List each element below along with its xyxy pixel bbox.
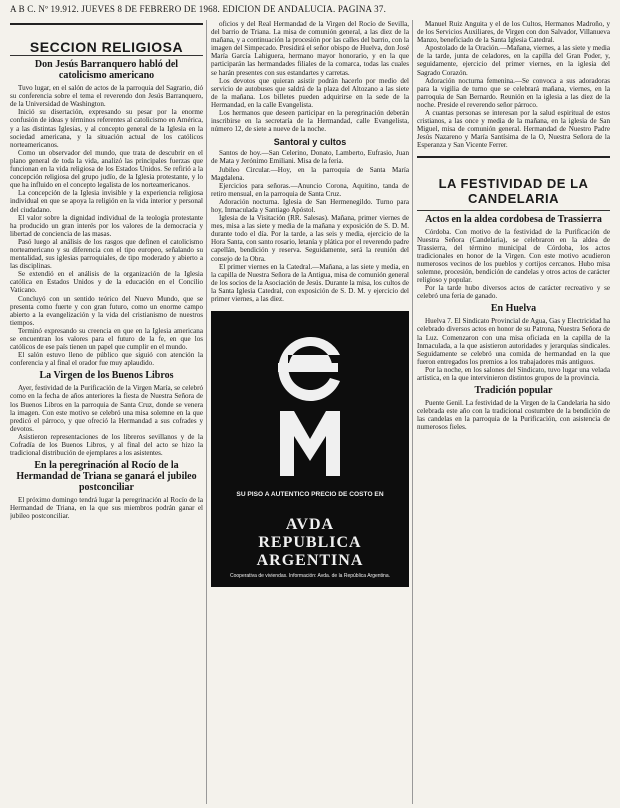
paragraph: Ayer, festividad de la Purificación de la Virgen María, se celebró como en la fecha de años anteriores la fiesta de Nuestra Señora de los Buenos Libros en la parroquia de Santa Cruz, donde se venera la imagen. Con este motivo se celebró una misa solemne en la que predicó el párroco, y que ofreció la Hermandad a sus cofrades y devotos. xyxy=(10,384,203,433)
paragraph: Terminó expresando su creencia en que en la Iglesia americana se encuentran los valores para el futuro de la fe, en que los católicos de ese país tienen un papel que cumplir en el mundo. xyxy=(10,326,203,352)
paragraph: Puente Genil. La festividad de la Virgen de la Candelaria ha sido celebrada este año con la tradicional costumbre de la bendición de las candelas en la parroquia de la Purificación, con asistencia de numerosos fieles. xyxy=(417,399,610,432)
headline: Tradición popular xyxy=(474,385,553,397)
paragraph: Asistieron representaciones de los libreros sevillanos y de la Cofradía de los Buenos Libros, y al final del acto se hizo la tradicional distribución de ejemplares a los asistentes. xyxy=(10,432,203,458)
paragraph: Jubileo Circular.—Hoy, en la parroquia de Santa María Magdalena. xyxy=(211,165,409,182)
section-rule xyxy=(10,23,203,25)
column-2 xyxy=(211,20,409,804)
paragraph: Concluyó con un sentido teórico del Nuevo Mundo, que se presenta como fuerte y con gran futuro, como un enorme campo abierto a la evangelización y la vida del cristianismo de nuestros tiempos. xyxy=(10,294,203,327)
headline: Actos en la aldea cordobesa de Trassierra xyxy=(425,213,602,225)
paragraph: El valor sobre la dignidad individual de la teología protestante ha producido un gran interés por los valores de la democracia y libertad de conciencia de las masas. xyxy=(10,213,203,238)
column-3 xyxy=(417,20,610,804)
paragraph: Pasó luego al análisis de los rasgos que definen el catolicismo norteamericano y su diferencia con el tipo europeo, señalando su mentalidad, sus iglesias parroquiales, de tipo moderado y abierto a las disciplinas. xyxy=(10,237,203,271)
paragraph: La concepción de la Iglesia invisible y la experiencia religiosa individual en que se apoya la religión en la vida interior y personal del ciudadano. xyxy=(10,189,203,214)
paragraph: oficios y del Real Hermandad de la Virgen del Rocío de Sevilla, del barrio de Triana. La misa de comunión general, a las diez de la mañana, y a continuación la procesión por las calles del barrio, con la imagen del Simpecado. Presidirá el señor obispo de Huelva, don José María García Lahiguera, hermano mayor honorario, y en la que participarán las hermandades filiales de la comarca, todas las cuales se harán presentes con sus estandartes y carretas. xyxy=(211,20,409,77)
paragraph: Por la noche, en los salones del Sindicato, tuvo lugar una velada artística, en la que intervinieron distintos grupos de la provincia. xyxy=(417,365,610,382)
ad-address-line: AVDA xyxy=(285,516,335,534)
paragraph: Iglesia de la Visitación (RR. Salesas). Mañana, primer viernes de mes, misa a las siete y media de la mañana y exposición de S. D. M. durante todo el día. Por la tarde, a las seis y media, ejercicio de la Hora Santa, con santo rosario, letanía y plática por el reverendo padre capellán, bendición y reserva. Seguidamente, será la reunión del consejo de la Obra. xyxy=(211,214,409,263)
paragraph: Santos de hoy.—San Celerino, Donato, Lamberto, Eufrasio, Juan de Mata y Jerónimo Emiliani. Misa de la feria. xyxy=(211,149,409,166)
paragraph: Por la tarde hubo diversos actos de carácter recreativo y se celebró una feria de ganado. xyxy=(417,284,610,301)
paragraph: El próximo domingo tendrá lugar la peregrinación al Rocío de la Hermandad de Triana, en la que sus miembros podrán ganar el jubileo postconciliar. xyxy=(10,496,203,521)
paragraph: Ejercicios para señoras.—Anuncio Corona, Aquitino, tanda de retiro mensual, en la parroquia de Santa Cruz. xyxy=(211,181,409,198)
paragraph: Inició su disertación, expresando su pesar por la enorme confusión de ideas y términos referentes al catolicismo en América, y a las distintas Iglesias, y al concepto general de la Iglesia en la sociedad americana, y la situación actual de los católicos norteamericanos. xyxy=(10,108,203,149)
paragraph: Manuel Ruiz Anguita y el de los Cultos, Hermanos Madroño, y de los Servicios Auxiliares, de Virgen con don Salvador, Villanueva Manzo, beneficiado de la Santa Iglesia Catedral. xyxy=(417,20,610,45)
paragraph: Se extendió en el análisis de la organización de la Iglesia católica en Estados Unidos y de la educación en el Concilio Vaticano. xyxy=(10,270,203,295)
ad-address-line: ARGENTINA xyxy=(256,552,364,570)
paragraph: El salón estuvo lleno de público que siguió con atención la conferencia y al final el orador fue muy aplaudido. xyxy=(10,351,203,368)
paragraph: El primer viernes en la Catedral.—Mañana, a las siete y media, en la capilla de Nuestra Señora de la Antigua, misa de comunión general de los socios de la Asociación de Jesús. Durante la misa, los cultos de la Santa Iglesia Catedral, con exposición de S. D. M. y ejercicio del primer viernes, a las diez. xyxy=(211,262,409,303)
paragraph: Huelva 7. El Sindicato Provincial de Agua, Gas y Electricidad ha celebrado diversos actos en honor de su Patrona, Nuestra Señora de la Luz. Comenzaron con una misa oficiada en la capilla de la Inmaculada, a la que asistieron autoridades y jerarquías sindicales. Seguidamente se celebró una comida de hermandad en la que fueron entregados los premios a los trabajadores más antiguos. xyxy=(417,317,610,366)
section-rule xyxy=(417,156,610,158)
section-title: SECCION RELIGIOSA xyxy=(29,39,184,55)
paragraph: Los devotos que quieran asistir podrán hacerlo por medio del servicio de autobuses que saldrá de la plaza del Altozano a las siete de la mañana. Los billetes pueden adquirirse en la sede de la Hermandad, en la calle Evangelista. xyxy=(211,76,409,109)
section-title: LA FESTIVIDAD DE LA CANDELARIA xyxy=(438,175,589,206)
headline: En Huelva xyxy=(490,303,537,315)
column-1 xyxy=(10,20,203,804)
paragraph: Adoración nocturna femenina.—Se convoca a sus adoradoras para la vigilia de turno que se celebrará mañana, viernes, en la parroquia de San Bernardo. Reunión en la iglesia a las diez de la noche. Preside el reverendo señor párroco. xyxy=(417,76,610,109)
paragraph: Tuvo lugar, en el salón de actos de la parroquia del Sagrario, dió su conferencia sobre el tema el reverendo don Jesús Barranquero, de la Universidad de Washington. xyxy=(10,84,203,109)
headline: En la peregrinación al Rocío de la Hermandad de Triana se ganará el jubileo postconciliar xyxy=(16,460,197,494)
ad-address xyxy=(219,516,401,570)
paragraph: Como un observador del mundo, que trata de descubrir en el plano general de toda la vida, analizó las principales fuerzas que funcionan en la vida religiosa de los Estados Unidos. Se refirió a la concepción religiosa del grupo judío, de la Iglesia protestante, y lo que ha influido en el concepto legalista de los norteamericanos. xyxy=(10,148,203,190)
page-masthead: A B C. Nº 19.912. JUEVES 8 DE FEBRERO DE 1968. EDICION DE ANDALUCIA. PAGINA 37. xyxy=(10,4,387,14)
column-divider xyxy=(412,20,413,804)
paragraph: Los hermanos que deseen participar en la peregrinación deberán inscribirse en la secretaría de la Hermandad, calle Evangelista, número 12, de siete a nueve de la noche. xyxy=(211,109,409,134)
column-divider xyxy=(206,20,207,804)
ad-footer: Cooperativa de viviendas. Información: Avda. de la República Argentina. xyxy=(229,573,390,580)
headline: La Virgen de los Buenos Libros xyxy=(39,370,174,382)
advertisement xyxy=(211,311,409,587)
em-logo-icon xyxy=(270,331,350,481)
paragraph: A cuantas personas se interesan por la salud espiritual de estos cristianos, a las once y media de la mañana, en la iglesia de San Miguel, misa de comunión general. Hermandad de Nuestro Padre Jesús Nazareno y María Santísima de la O, Nuestra Señora de la Esperanza y San Vicente Ferrer. xyxy=(417,109,610,150)
subheadline: Santoral y cultos xyxy=(273,137,347,148)
headline: Don Jesús Barranquero habló del catolicismo americano xyxy=(34,59,179,82)
paragraph: Adoración nocturna. Iglesia de San Hermenegildo. Turno para hoy, Inmaculada y Santiago Apóstol. xyxy=(211,197,409,214)
section-rule xyxy=(10,55,203,56)
ad-slogan: SU PISO A AUTENTICO PRECIO DE COSTO EN xyxy=(236,491,384,499)
paragraph: Córdoba. Con motivo de la festividad de la Purificación de Nuestra Señora (Candelaria), se celebraron en la aldea de Trassierra, del término municipal de Córdoba, los actos tradicionales en honor de la Virgen. Con este motivo acudieron numerosos vecinos de los pueblos y cortijos cercanos. Hubo misa solemne, procesión, bendición de candelas y otros actos de carácter religioso y popular. xyxy=(417,227,610,285)
paragraph: Apostolado de la Oración.—Mañana, viernes, a las siete y media de la tarde, junta de celadores, en la capilla del Gran Poder, y, seguidamente, ejercicio del primer viernes, en la iglesia del Sagrado Corazón. xyxy=(417,44,610,77)
ad-address-line: REPUBLICA xyxy=(258,534,362,552)
section-rule xyxy=(417,210,610,211)
